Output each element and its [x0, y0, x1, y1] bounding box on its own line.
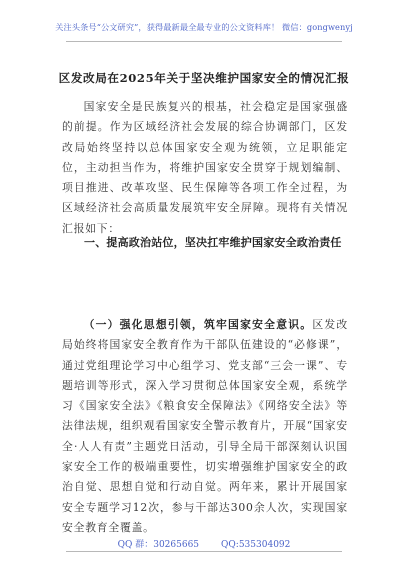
header-banner: 关注头条号“公文研究”，获得最新最全最专业的公文资料库！ 微信：gongwenyj — [55, 22, 353, 32]
subsection-heading-1-1: （一）强化思想引领，筑牢国家安全意识。 — [83, 318, 313, 331]
intro-paragraph: 国家安全是民族复兴的根基，社会稳定是国家强盛的前提。作为区域经济社会发展的综合协调部门，区发改局始终坚持以总体国家安全观为统领，立足职能定位，主动担当作为，将维护国家安全贯穿于规划编制、项目推进、改革攻坚、民生保障等各项工作全过程，为区域经济社会高质量发展筑牢安全屏障。现将有关情况汇报如下： — [62, 100, 348, 235]
footer-divider — [66, 551, 342, 552]
subsection-body-1-1: 区发改局始终将国家安全教育作为干部队伍建设的“必修课”，通过党组理论学习中心组学习、党支部“三会一课”、专题培训等形式，深入学习贯彻总体国家安全观，系统学习《国家安全法》《粮食安全保障法》《网络安全法》等法律法规，组织观看国家安全警示教育片，开展“国家安全·人人有责”主题党日活动，引导全局干部深刻认识国家安全工作的极端重要性，切实增强维护国家安全的政治自觉、思想自觉和行动自觉。两年来，累计开展国家安全专题学习12次，参与干部达300余人次，实现国家安全教育全覆盖。 — [62, 318, 349, 534]
footer-qq-group: QQ 群：30265665 — [117, 540, 200, 550]
section-heading-1: 一、提高政治站位，坚决扛牢维护国家安全政治责任 — [84, 236, 342, 249]
header-divider — [66, 41, 342, 42]
document-title: 区发改局在2025年关于坚决维护国家安全的情况汇报 — [58, 71, 350, 85]
footer-contact — [0, 537, 408, 550]
footer-qq-number: QQ:535304092 — [221, 540, 291, 550]
subsection-paragraph-1-1 — [62, 315, 348, 538]
